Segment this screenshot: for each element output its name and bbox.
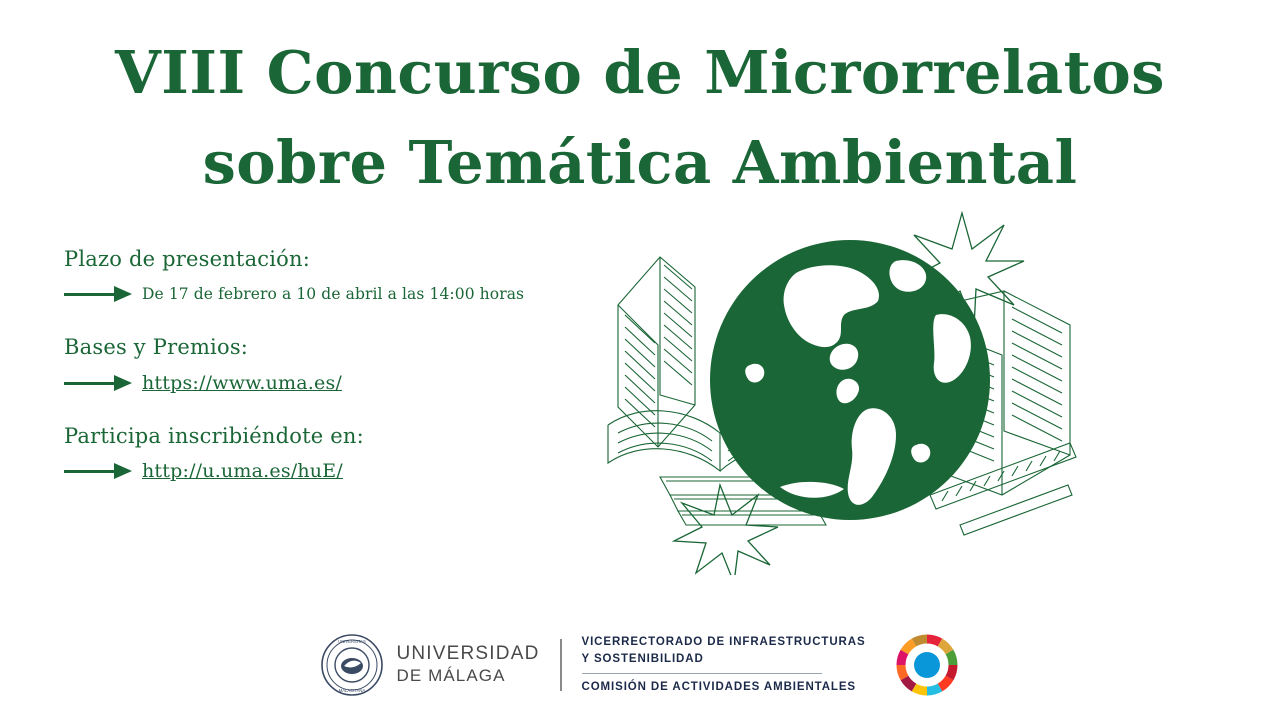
uma-wordmark (396, 643, 539, 688)
info-group-deadline (64, 246, 604, 308)
signup-label: Participa inscribiéndote en: (64, 423, 364, 448)
rules-row (64, 369, 604, 397)
deadline-label: Plazo de presentación: (64, 247, 311, 271)
rules-label: Bases y Premios: (64, 335, 249, 360)
rules-link[interactable]: https://www.uma.es/ (142, 371, 343, 394)
signup-row (64, 457, 604, 485)
arrow-right-icon (64, 284, 136, 304)
vicerrectorado-line3: COMISIÓN DE ACTIVIDADES AMBIENTALES (581, 680, 856, 693)
title-line-2: sobre Temática Ambiental (202, 127, 1078, 197)
vicerrectorado-line1: VICERRECTORADO DE INFRAESTRUCTURAS (581, 636, 866, 649)
info-group-signup (64, 423, 604, 485)
vicerrectorado-block (582, 634, 866, 695)
svg-text:UNIVERSITAS: UNIVERSITAS (338, 639, 367, 644)
vicerrectorado-line2: Y SOSTENIBILIDAD (581, 653, 704, 666)
info-column (64, 246, 604, 511)
footer-logos (0, 632, 1280, 698)
ods-wheel-icon (894, 632, 960, 698)
globe-books-engraving-icon (600, 195, 1100, 575)
deadline-value: De 17 de febrero a 10 de abril a las 14:00 horas (142, 285, 525, 304)
svg-text:MALACITANA: MALACITANA (339, 688, 366, 693)
footer-divider (560, 639, 562, 691)
arrow-right-icon (64, 461, 136, 481)
uma-seal-icon (320, 633, 384, 697)
arrow-right-icon (64, 373, 136, 393)
signup-link[interactable]: http://u.uma.es/huE/ (142, 459, 343, 482)
uma-wordmark-line2: DE MÁLAGA (396, 666, 506, 685)
title-line-1: VIII Concurso de Microrrelatos (115, 38, 1165, 107)
deadline-row (64, 280, 604, 308)
page-title (0, 28, 1280, 207)
info-group-rules (64, 334, 604, 396)
uma-wordmark-line1: UNIVERSIDAD (396, 642, 540, 664)
